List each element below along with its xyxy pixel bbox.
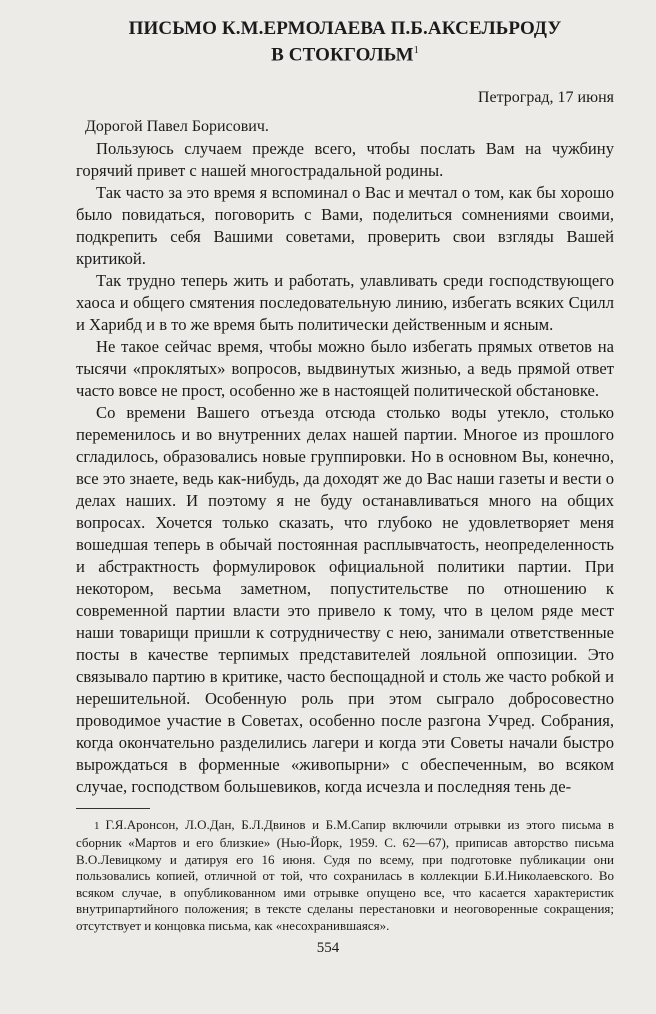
title-footnote-mark: 1 xyxy=(413,45,419,56)
paragraph: Так трудно теперь жить и работать, улавливать среди господствующего хаоса и общего смятения последовательную линию, избегать всяких Сцилл и Харибд и в то же время быть политически действенным и ясным. xyxy=(76,271,614,335)
title-line-2 xyxy=(76,40,614,66)
page-number: 554 xyxy=(316,940,340,956)
footnote-mark: 1 xyxy=(94,820,100,833)
dateline: Петроград, 17 июня xyxy=(477,89,614,107)
paragraph: Так часто за это время я вспоминал о Вас и мечтал о том, как бы хорошо было повидаться, поговорить с Вами, поделиться сомнениями своими, подкрепить себя Вашими советами, проверить свои взгляды Вашей критикой. xyxy=(76,183,614,269)
footnote-text: Г.Я.Аронсон, Л.О.Дан, Б.Л.Двинов и Б.М.Сапир включили отрывки из этого письма в сборник «Мартов и его близкие» (Нью-Йорк, 1959. С. 62—67), приписав авторство письма В.О.Левицкому и датируя его 16 июня. Судя по всему, при подготовке публикации они пользовались копией, отличной от той, что сохранилась в коллекции Б.И.Николаевского. Во всяком случае, в опубликованном ими отрывке опущено все, что касается характеристик внутрипартийного положения; в тексте сделаны перестановки и неоговоренные сокращения; отсутствует и концовка письма, как «несохранившаяся». xyxy=(76,817,614,933)
letter-body xyxy=(76,138,614,798)
title-line-2-text: В СТОКГОЛЬМ xyxy=(271,44,414,66)
paragraph: Не такое сейчас время, чтобы можно было избегать прямых ответов на тысячи «проклятых» вопросов, выдвинутых жизнью, а ведь прямой ответ часто вовсе не прост, особенно же в настоящей политической обстановке. xyxy=(76,337,614,401)
title-line-1: ПИСЬМО К.М.ЕРМОЛАЕВА П.Б.АКСЕЛЬРОДУ xyxy=(128,18,562,39)
paragraph: Пользуюсь случаем прежде всего, чтобы послать Вам на чужбину горячий привет с нашей многострадальной родины. xyxy=(76,139,614,181)
greeting: Дорогой Павел Борисович. xyxy=(85,118,269,136)
document-title xyxy=(76,18,614,66)
footnote-divider xyxy=(76,808,150,809)
footnote xyxy=(76,817,614,934)
paragraph: Со времени Вашего отъезда отсюда столько воды утекло, столько переменилось и во внутренних делах нашей партии. Многое из прошлого сгладилось, образовались новые группировки. Но в основном Вы, конечно, все это знаете, ведь как-нибудь, да доходят же до Вас наши газеты и вести о делах наших. И поэтому я не буду останавливаться много на общих вопросах. Хочется только сказать, что глубоко не удовлетворяет меня вошедшая теперь в обычай постоянная расплывчатость, неопределенность и абстрактность формулировок официальной политики партии. При некотором, весьма заметном, попустительстве по отношению к современной партии власти это привело к тому, что в целом ряде мест наши товарищи пришли к сотрудничеству с нею, занимали ответственные посты в качестве терпимых представителей лояльной оппозиции. Это связывало партию в критике, часто беспощадной и столь же часто робкой и нерешительной. Особенную роль при этом сыграло добросовестно проводимое участие в Советах, особенно после разгона Учред. Собрания, когда окончательно разделились лагери и когда эти Советы начали быстро вырождаться в форменные «живопырни» с обеспеченным, во всяком случае, господством большевиков, когда исчезла и последняя тень де- xyxy=(76,403,614,797)
